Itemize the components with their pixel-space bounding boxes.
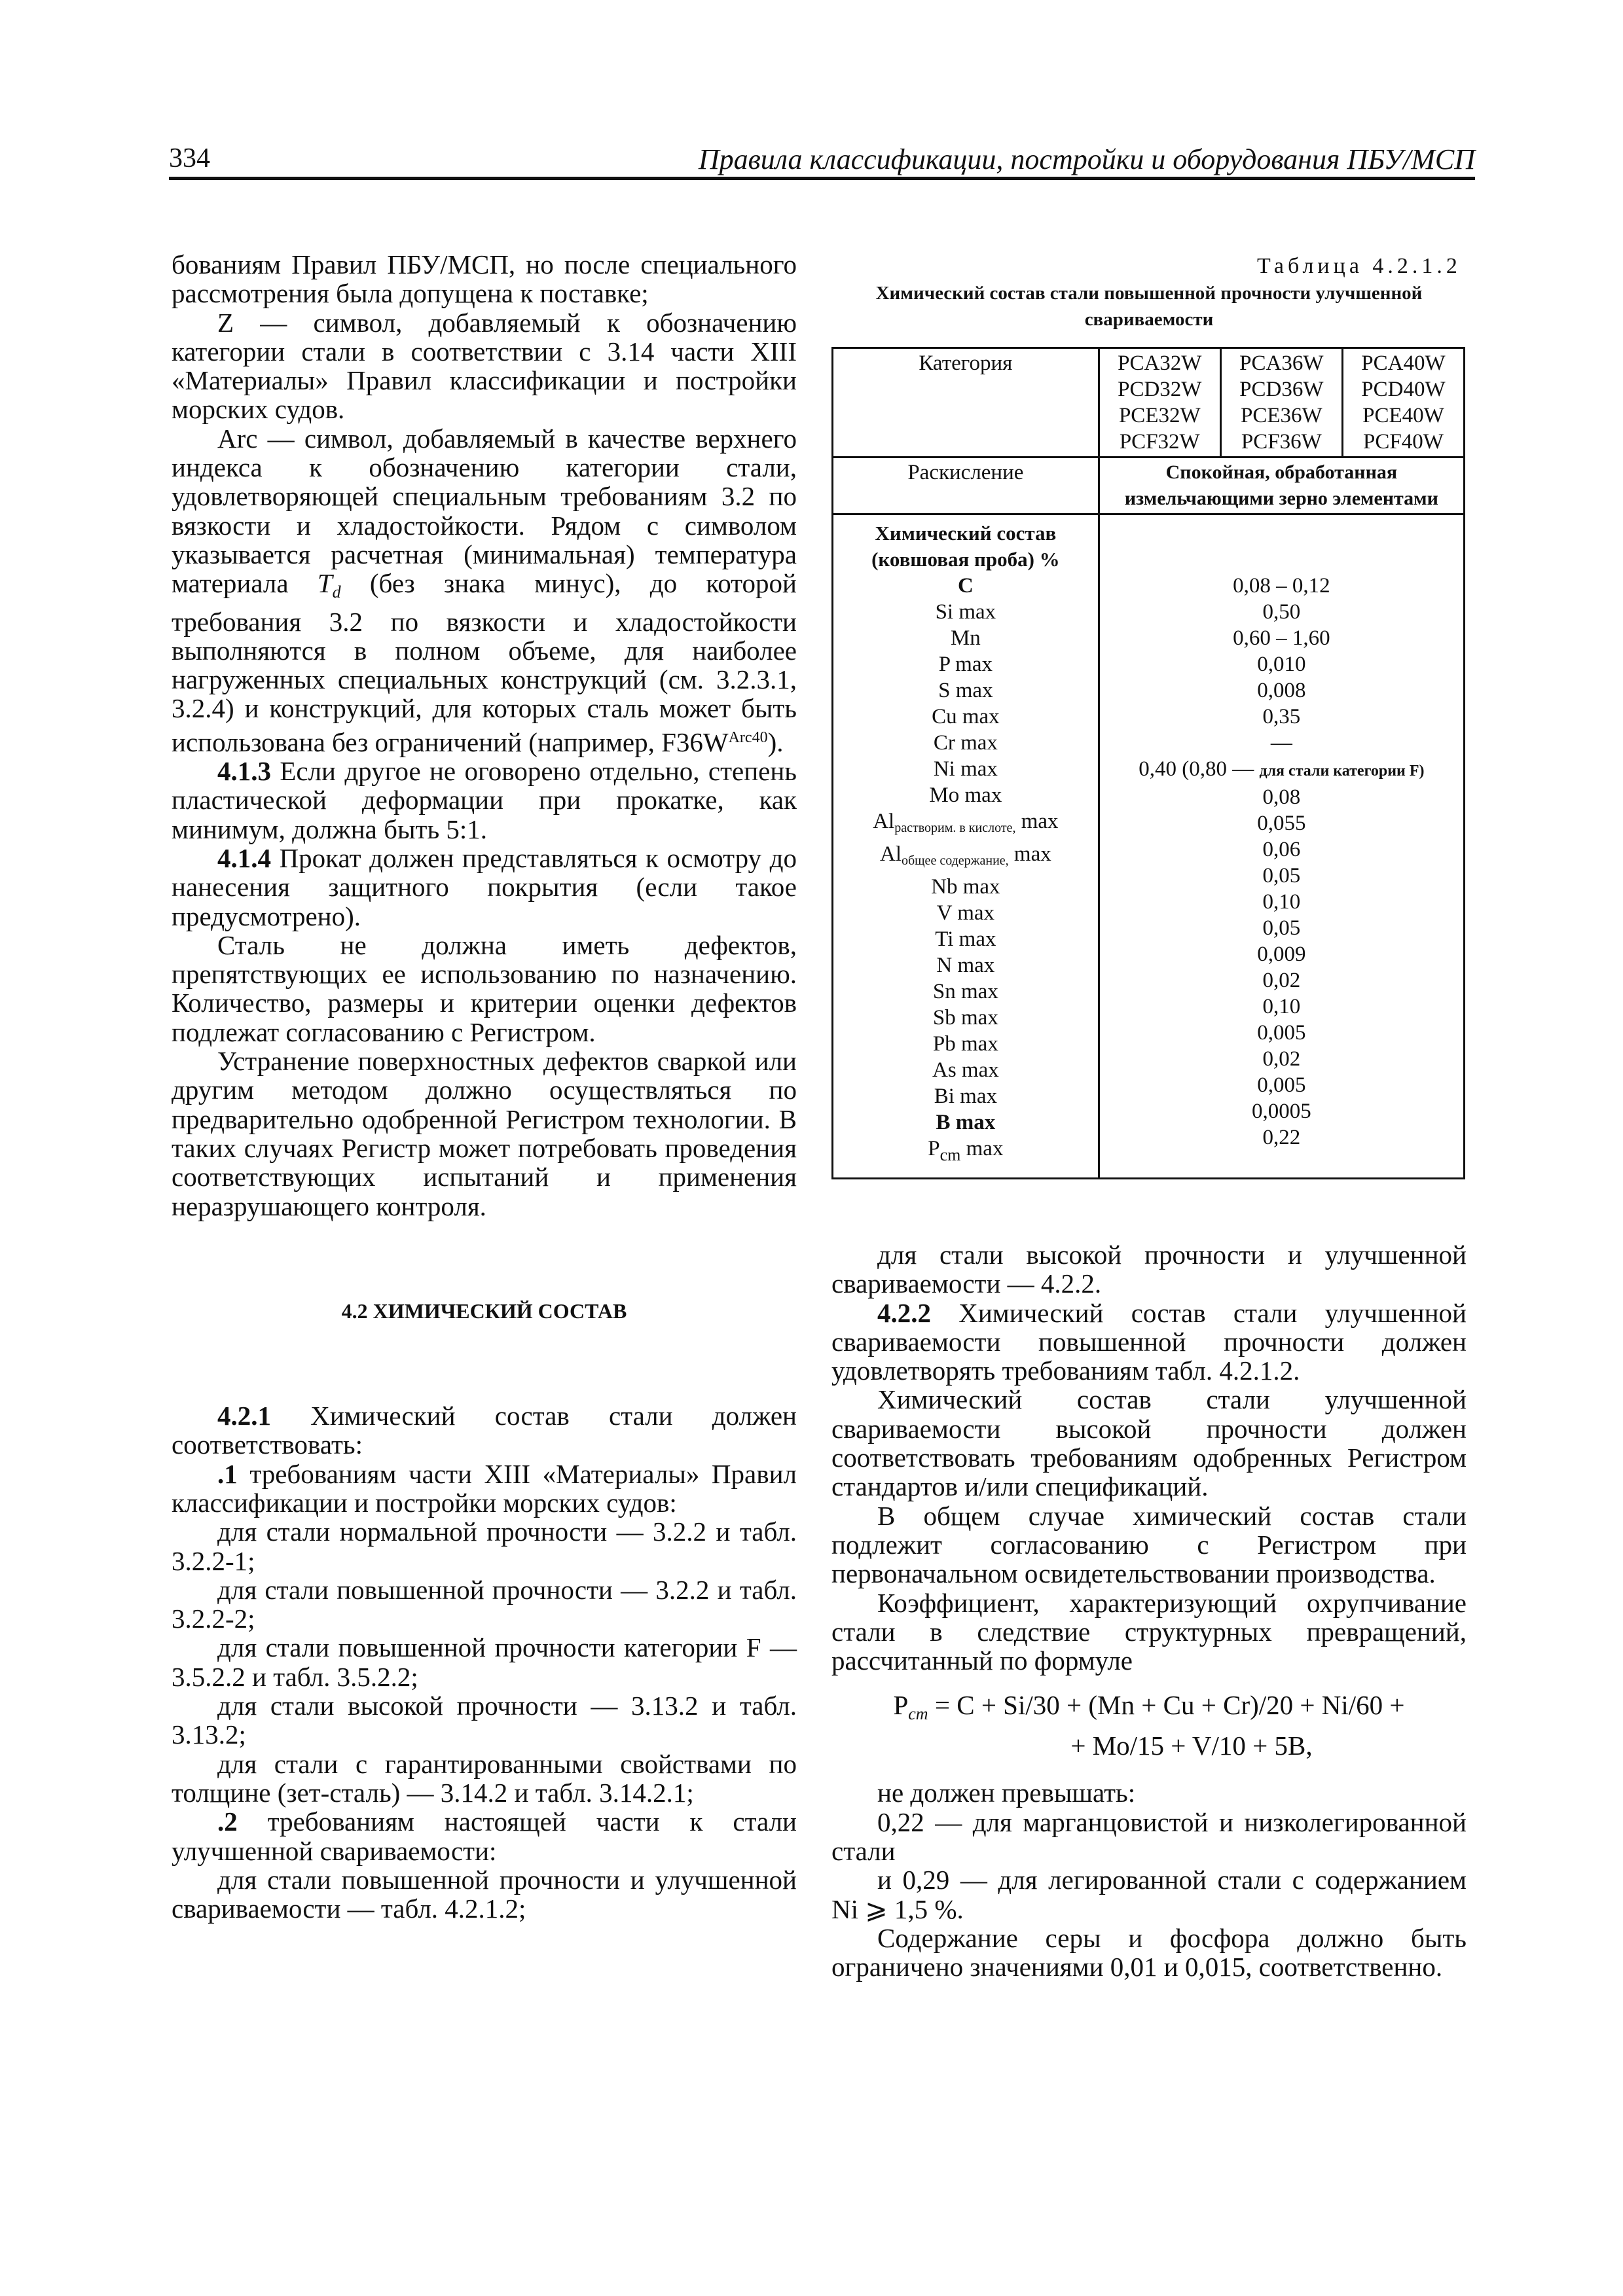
paragraph: Z — символ, добавляемый к обозначению категории стали в соответствии с 3.14 части XIII «Материалы» Правил классификации и постройки морских судов. — [172, 307, 797, 425]
temperature-symbol: $T_d$ — [317, 568, 341, 602]
paragraph: бованиям Правил ПБУ/МСП, но после специального рассмотрения была допущена к поставке; — [172, 249, 797, 309]
list-item: .1 требованиям части XIII «Материалы» Правил классификации и постройки морских судов: — [172, 1458, 797, 1518]
table-row — [833, 348, 1465, 457]
category-header: Категория — [833, 348, 1099, 457]
table-label: Таблица 4.2.1.2 — [1257, 254, 1461, 278]
chemical-composition-label: Химический состав (ковшовая проба) % — [871, 522, 1060, 571]
grade-group: PCA40W PCD40W PCE40W PCF40W — [1342, 348, 1464, 457]
element-labels: Химический состав (ковшовая проба) % C Si max Mn P max S max Cu max Cr max Ni max Mo max $Al_{растворим. в кислоте,}$ max $Al_{общее содержание,}$ max Nb max V max Ti max N max Sn max Sb max Pb max As max Bi max B max $P_{cm}$ max — [833, 514, 1099, 1179]
pcm-formula: $P_{cm} = C + Si/30 + (Mn + Cu + Cr)/20 + Ni/60$ + + Mo/15 + V/10 + 5B, — [893, 1690, 1405, 1761]
grade-group: PCA36W PCD36W PCE36W PCF36W — [1220, 348, 1342, 457]
paragraph: для стали высокой прочности и улучшенной свариваемости — 4.2.2. — [831, 1240, 1467, 1299]
list-item: для стали повышенной прочности — 3.2.2 и табл. 3.2.2-2; — [172, 1574, 797, 1634]
section-heading: 4.2 ХИМИЧЕСКИЙ СОСТАВ — [341, 1299, 627, 1323]
grade-group: PCA32W PCD32W PCE32W PCF32W — [1099, 348, 1220, 457]
paragraph: Arc — символ, добавляемый в качестве верхнего индекса к обозначению категории стали, удовлетворяющей специальным требованиям 3.2 по вязкости и хладостойкости. Рядом с символом указывается расчетная (минимальная) температура материала $T_d$ (без знака минус), до которой требования 3.2 по вязкости и хладостойкости выполняются в полном объеме, для наиболее нагруженных специальных конструкций (см. 3.2.3.1, 3.2.4) и конструкций, для которых сталь может быть использована без ограничений (например, $F36W^{Arc40}$). — [172, 423, 797, 757]
paragraph: В общем случае химический состав стали подлежит согласованию с Регистром при первоначальном освидетельствовании производства. — [831, 1500, 1467, 1589]
chemical-composition-table — [831, 347, 1465, 1179]
element-values: 0,08 – 0,12 0,50 0,60 – 1,60 0,010 0,008 0,35 — 0,40 (0,80 — для стали категории F) 0,08 0,055 0,06 0,05 0,10 0,05 0,009 0,02 0,10 0,005 0,02 0,005 0,0005 0,22 — [1099, 514, 1464, 1179]
deoxidation-value: Спокойная, обработанная измельчающими зерно элементами — [1099, 457, 1464, 514]
list-item: для стали высокой прочности — 3.13.2 и табл. 3.13.2; — [172, 1691, 797, 1750]
paragraph: 0,22 — для марганцовистой и низколегированной стали — [831, 1806, 1467, 1867]
page-header — [169, 143, 1475, 177]
paragraph: Устранение поверхностных дефектов сваркой или другим методом должно осуществляться по предварительно одобренной Регистром технологии. В таких случаях Регистр может потребовать проведения соответствующих испытаний и применения неразрушающего контроля. — [172, 1046, 797, 1221]
page-number: 334 — [169, 143, 210, 173]
table-title: Химический состав стали повышенной прочности улучшенной свариваемости — [875, 283, 1423, 330]
list-item: для стали нормальной прочности — 3.2.2 и табл. 3.2.2-1; — [172, 1516, 797, 1576]
right-column — [831, 1240, 1467, 1982]
paragraph-4-2-1: 4.2.1 Химический состав стали должен соответствовать: — [172, 1401, 797, 1460]
paragraph: Сталь не должна иметь дефектов, препятствующих ее использованию по назначению. Количество, размеры и критерии оценки дефектов подлежат согласованию с Регистром. — [172, 929, 797, 1047]
list-item: .2 требованиям настоящей части к стали улучшенной свариваемости: — [172, 1806, 797, 1866]
paragraph-4-1-4: 4.1.4 Прокат должен представляться к осмотру до нанесения защитного покрытия (если такое предусмотрено). — [172, 842, 797, 931]
header-rule — [169, 177, 1475, 180]
list-item: для стали повышенной прочности категории F — 3.5.2.2 и табл. 3.5.2.2; — [172, 1632, 797, 1692]
deoxidation-label: Раскисление — [833, 457, 1099, 514]
left-column — [172, 250, 797, 1923]
paragraph: Химический состав стали улучшенной свариваемости высокой прочности должен соответствовать требованиям одобренных Регистром стандартов и/или спецификаций. — [831, 1384, 1467, 1502]
paragraph: Содержание серы и фосфора должно быть ограничено значениями 0,01 и 0,015, соответственно. — [831, 1922, 1467, 1982]
paragraph-4-1-3: 4.1.3 Если другое не оговорено отдельно, степень пластической деформации при прокатке, как минимум, должна быть 5:1. — [172, 756, 797, 844]
running-title: Правила классификации, постройки и оборудования ПБУ/МСП — [698, 143, 1475, 175]
paragraph: не должен превышать: — [877, 1778, 1136, 1808]
list-item: для стали повышенной прочности и улучшенной свариваемости — табл. 4.2.1.2; — [172, 1864, 797, 1924]
table-row — [833, 514, 1465, 1179]
paragraph: и 0,29 — для легированной стали с содержанием Ni ⩾ 1,5 %. — [831, 1865, 1467, 1924]
paragraph-4-2-2: 4.2.2 Химический состав стали улучшенной свариваемости повышенной прочности должен удовлетворять требованиям табл. 4.2.1.2. — [831, 1297, 1467, 1386]
paragraph: Коэффициент, характеризующий охрупчивание стали в следствие структурных превращений, рассчитанный по формуле — [831, 1587, 1467, 1676]
table-row — [833, 457, 1465, 514]
list-item: для стали с гарантированными свойствами по толщине (зет-сталь) — 3.14.2 и табл. 3.14.2.1; — [172, 1748, 797, 1808]
